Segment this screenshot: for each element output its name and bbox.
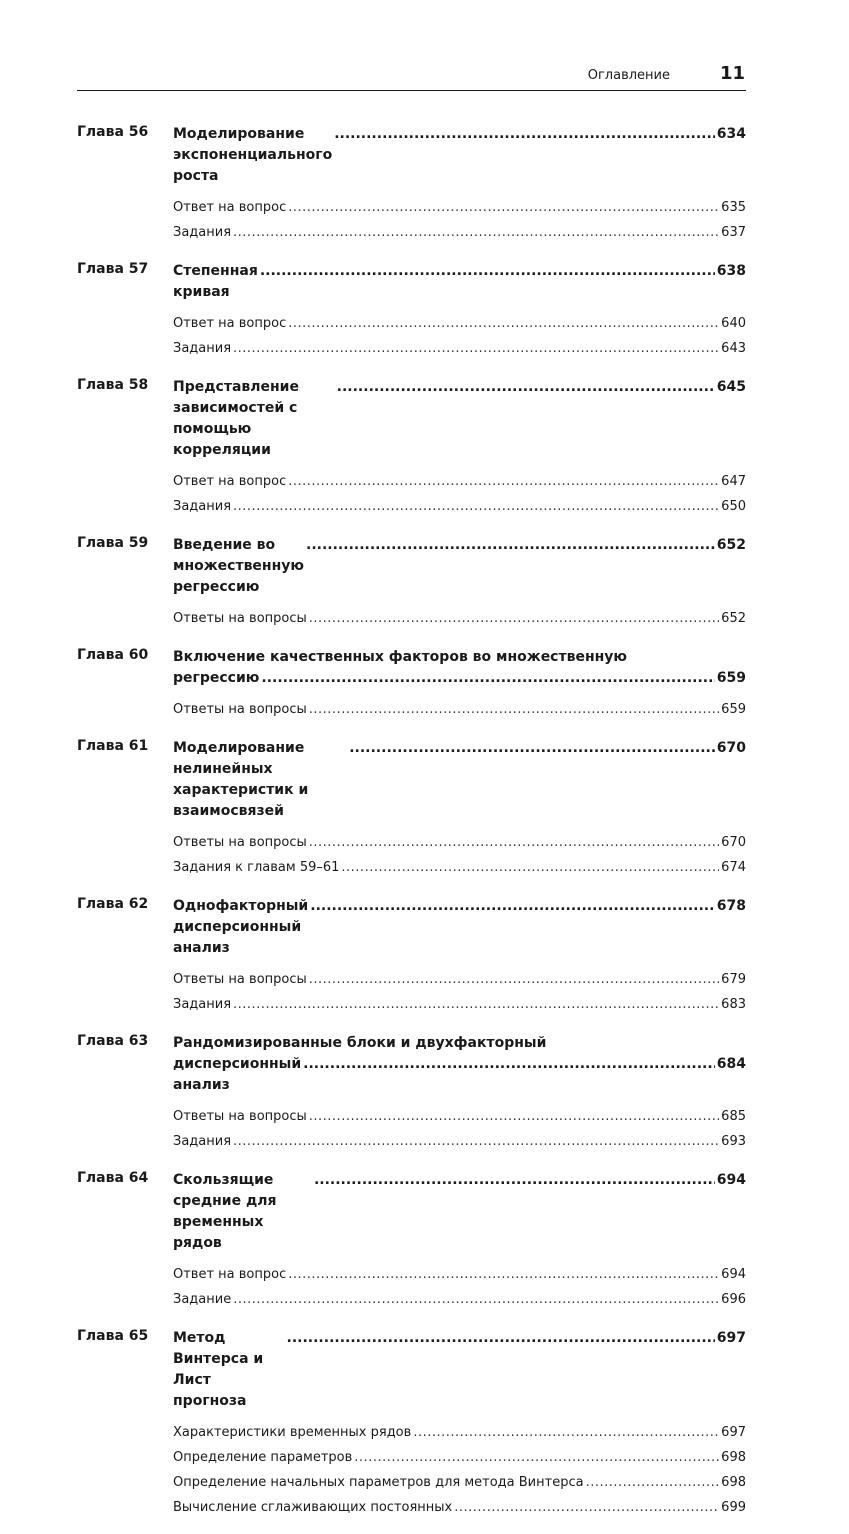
toc-chapter — [77, 1168, 746, 1312]
dot-leader — [303, 1054, 715, 1075]
chapter-title-line: Рандомизированные блоки и двухфакторный — [173, 1035, 547, 1051]
entry-title: Определение параметров — [173, 1450, 353, 1465]
dot-leader — [233, 1129, 719, 1154]
entry-page-number: 679 — [721, 972, 746, 987]
dot-leader — [233, 220, 719, 245]
toc-entry — [173, 220, 746, 245]
entry-title: Ответы на вопросы — [173, 1109, 307, 1124]
chapter-title-row — [173, 1168, 746, 1254]
chapter-number: Глава 57 — [77, 261, 149, 277]
toc-entry — [173, 1495, 746, 1520]
chapter-body — [173, 259, 746, 361]
dot-leader — [306, 535, 715, 556]
toc-entry — [173, 195, 746, 220]
toc-entry — [173, 697, 746, 722]
entry-page-number: 659 — [721, 702, 746, 717]
chapter-title: Степенная кривая — [173, 263, 258, 300]
toc-entry — [173, 1470, 746, 1495]
toc-entry — [173, 606, 746, 631]
chapter-page-number: 638 — [716, 263, 746, 279]
toc-entry — [173, 967, 746, 992]
entry-title: Задания — [173, 499, 232, 514]
entry-title: Ответы на вопросы — [173, 972, 307, 987]
chapter-title: регрессию — [173, 670, 260, 686]
entry-title: Задания к главам 59–61 — [173, 860, 340, 875]
dot-leader — [287, 1328, 715, 1349]
entry-title: Задание — [173, 1292, 232, 1307]
table-of-contents — [77, 122, 746, 1534]
toc-entry — [173, 469, 746, 494]
dot-leader — [309, 697, 719, 722]
entry-page-number: 683 — [721, 997, 746, 1012]
entry-title: Задания — [173, 225, 232, 240]
chapter-title: Введение во множественную регрессию — [173, 537, 305, 595]
dot-leader — [354, 1445, 719, 1470]
chapter-title: Моделирование нелинейных характеристик и взаимосвязей — [173, 740, 309, 819]
chapter-number: Глава 61 — [77, 738, 149, 754]
entry-page-number: 697 — [721, 1425, 746, 1440]
header-page-number: 11 — [719, 63, 745, 84]
toc-chapter — [77, 1031, 746, 1154]
chapter-number: Глава 60 — [77, 647, 149, 663]
chapter-body — [173, 1326, 746, 1520]
chapter-page-number: 652 — [716, 537, 746, 553]
chapter-number: Глава 58 — [77, 377, 149, 393]
entry-page-number: 694 — [721, 1267, 746, 1282]
entry-title: Задания — [173, 1134, 232, 1149]
chapter-title-row — [173, 668, 746, 689]
dot-leader — [309, 606, 719, 631]
dot-leader — [233, 992, 719, 1017]
dot-leader — [261, 668, 714, 689]
chapter-title: дисперсионный анализ — [173, 1056, 302, 1093]
entry-title: Ответ на вопрос — [173, 200, 287, 215]
chapter-body — [173, 736, 746, 880]
toc-chapter — [77, 533, 746, 631]
dot-leader — [288, 1262, 719, 1287]
entry-page-number: 652 — [721, 611, 746, 626]
chapter-page-number: 678 — [716, 898, 746, 914]
dot-leader — [288, 195, 719, 220]
toc-entry — [173, 1445, 746, 1470]
chapter-title-row — [173, 259, 746, 303]
chapter-body — [173, 894, 746, 1017]
chapter-body — [173, 645, 746, 722]
header-title: Оглавление — [587, 68, 670, 83]
entry-title: Ответ на вопрос — [173, 316, 287, 331]
dot-leader — [309, 830, 719, 855]
entry-page-number: 643 — [721, 341, 746, 356]
entry-title: Ответы на вопросы — [173, 611, 307, 626]
toc-chapter — [77, 259, 746, 361]
toc-chapter — [77, 645, 746, 722]
dot-leader — [233, 1287, 719, 1312]
chapter-title-line: Включение качественных факторов во множественную — [173, 649, 628, 665]
dot-leader — [314, 1170, 715, 1191]
toc-entry — [173, 992, 746, 1017]
dot-leader — [260, 261, 715, 282]
chapter-number: Глава 62 — [77, 896, 149, 912]
toc-chapter — [77, 736, 746, 880]
chapter-number: Глава 56 — [77, 124, 149, 140]
dot-leader — [337, 377, 715, 398]
entry-page-number: 674 — [721, 860, 746, 875]
entry-page-number: 635 — [721, 200, 746, 215]
entry-page-number: 696 — [721, 1292, 746, 1307]
chapter-title-row — [173, 122, 746, 187]
toc-entry — [173, 1420, 746, 1445]
chapter-page-number: 659 — [716, 670, 746, 686]
chapter-body — [173, 122, 746, 245]
entry-title: Определение начальных параметров для метода Винтерса — [173, 1475, 584, 1490]
dot-leader — [288, 469, 719, 494]
toc-entry — [173, 336, 746, 361]
chapter-number: Глава 65 — [77, 1328, 149, 1344]
chapter-title-row — [173, 736, 746, 822]
toc-chapter — [77, 1326, 746, 1520]
chapter-title: Скользящие средние для временных рядов — [173, 1172, 277, 1251]
chapter-body — [173, 533, 746, 631]
entry-page-number: 640 — [721, 316, 746, 331]
chapter-page-number: 645 — [716, 379, 746, 395]
dot-leader — [349, 738, 715, 759]
entry-title: Ответ на вопрос — [173, 1267, 287, 1282]
chapter-title-row — [173, 533, 746, 598]
entry-page-number: 637 — [721, 225, 746, 240]
toc-entry — [173, 494, 746, 519]
chapter-title-row — [173, 894, 746, 959]
dot-leader — [586, 1470, 720, 1495]
chapter-body — [173, 375, 746, 519]
dot-leader — [233, 494, 719, 519]
chapter-body — [173, 1031, 746, 1154]
chapter-page-number: 694 — [716, 1172, 746, 1188]
dot-leader — [413, 1420, 719, 1445]
chapter-title: Однофакторный дисперсионный анализ — [173, 898, 309, 956]
chapter-title-row — [173, 1326, 746, 1412]
dot-leader — [233, 336, 719, 361]
entry-page-number: 699 — [721, 1500, 746, 1515]
dot-leader — [309, 967, 719, 992]
entry-title: Задания — [173, 341, 232, 356]
chapter-title: Представление зависимостей с помощью корреляции — [173, 379, 299, 458]
entry-title: Ответ на вопрос — [173, 474, 287, 489]
entry-page-number: 650 — [721, 499, 746, 514]
toc-entry — [173, 1129, 746, 1154]
entry-page-number: 693 — [721, 1134, 746, 1149]
chapter-title-row — [173, 375, 746, 461]
toc-entry — [173, 1287, 746, 1312]
toc-chapter — [77, 894, 746, 1017]
chapter-page-number: 697 — [716, 1330, 746, 1346]
dot-leader — [454, 1495, 719, 1520]
entry-page-number: 698 — [721, 1450, 746, 1465]
toc-entry — [173, 1104, 746, 1129]
entry-title: Вычисление сглаживающих постоянных — [173, 1500, 453, 1515]
chapter-number: Глава 59 — [77, 535, 149, 551]
entry-title: Задания — [173, 997, 232, 1012]
entry-title: Ответы на вопросы — [173, 702, 307, 717]
toc-entry — [173, 311, 746, 336]
toc-chapter — [77, 122, 746, 245]
chapter-page-number: 670 — [716, 740, 746, 756]
chapter-number: Глава 64 — [77, 1170, 149, 1186]
entry-page-number: 670 — [721, 835, 746, 850]
dot-leader — [341, 855, 719, 880]
dot-leader — [310, 896, 715, 917]
chapter-title: Метод Винтерса и Лист прогноза — [173, 1330, 264, 1409]
entry-page-number: 647 — [721, 474, 746, 489]
toc-entry — [173, 855, 746, 880]
dot-leader — [309, 1104, 719, 1129]
entry-page-number: 698 — [721, 1475, 746, 1490]
chapter-title: Моделирование экспоненциального роста — [173, 126, 333, 184]
dot-leader — [334, 124, 715, 145]
chapter-body — [173, 1168, 746, 1312]
entry-title: Ответы на вопросы — [173, 835, 307, 850]
toc-entry — [173, 830, 746, 855]
chapter-page-number: 684 — [716, 1056, 746, 1072]
toc-entry — [173, 1262, 746, 1287]
chapter-number: Глава 63 — [77, 1033, 149, 1049]
toc-chapter — [77, 375, 746, 519]
running-header — [77, 60, 746, 91]
dot-leader — [288, 311, 719, 336]
chapter-title-row — [173, 1054, 746, 1096]
entry-title: Характеристики временных рядов — [173, 1425, 412, 1440]
entry-page-number: 685 — [721, 1109, 746, 1124]
chapter-page-number: 634 — [716, 126, 746, 142]
